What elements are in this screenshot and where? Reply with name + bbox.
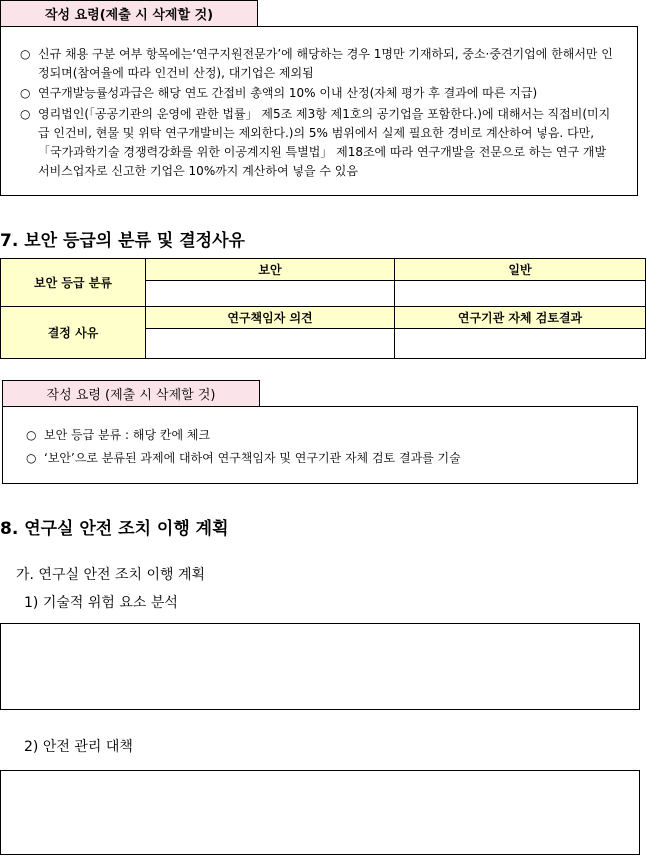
guide1-item-2 [20,84,620,103]
section8-sub-2: 2) 안전 관리 대책 [24,739,133,755]
circle-bullet-icon: ○ [26,451,37,465]
col-institution-header: 연구기관 자체 검토결과 [395,307,646,329]
guide1-item-3 [20,105,620,181]
guide-tag-1: 작성 요령(제출 시 삭제할 것) [0,0,258,27]
guide-tag-2: 작성 요령 (제출 시 삭제할 것) [2,380,260,407]
circle-bullet-icon: ○ [20,107,31,121]
guide2-item-text: ‘보안’으로 분류된 과제에 대하여 연구책임자 및 연구기관 자체 검토 결과를 기술 [44,451,461,465]
circle-bullet-icon: ○ [26,428,37,442]
guide1-item-text: 연구개발능률성과급은 해당 연도 간접비 총액의 10% 이내 산정(자체 평가 후 결과에 따른 지급) [38,86,538,100]
circle-bullet-icon: ○ [20,86,31,100]
guide1-item-text: 영리법인(「공공기관의 운영에 관한 법률」 제5조 제3항 제1호의 공기업을 포함한다.)에 대해서는 직접비(미지급 인건비, 현물 및 위탁 연구개발비는 제외한다.)의 5% 범위에서 실제 필요한 경비로 계산하여 넣음. 다만, 「국가과학기술 경쟁력강화를 위한 이공계지원 특별법」 제18조에 따라 연구개발을 전문으로 하는 연구 개발 서비스업자로 신고한 기업은 10%까지 계산하여 넣을 수 있음 [38,107,611,178]
guide-box-2 [2,406,638,484]
guide1-item-text: 신규 채용 구분 여부 항목에는‘연구지원전문가’에 해당하는 경우 1명만 기재하되, 중소·중견기업에 한해서만 인정되며(참여율에 따라 인건비 산정), 대기업은 제외됨 [38,47,613,80]
col-security-header: 보안 [146,259,395,281]
institution-review-cell[interactable] [395,329,646,359]
circle-bullet-icon: ○ [20,47,31,61]
security-grade-label: 보안 등급 분류 [1,259,146,307]
col-general-header: 일반 [395,259,646,281]
section7-title: 7. 보안 등급의 분류 및 결정사유 [0,231,245,251]
guide1-item-1 [20,45,620,83]
guide2-item-1 [26,426,616,445]
guide2-item-2 [26,449,616,468]
general-check-cell[interactable] [395,281,646,307]
section8-title: 8. 연구실 안전 조치 이행 계획 [0,519,229,539]
section8-sub-a: 가. 연구실 안전 조치 이행 계획 [16,567,205,583]
guide2-item-text: 보안 등급 분류 : 해당 칸에 체크 [44,428,211,442]
researcher-opinion-cell[interactable] [146,329,395,359]
safety-measures-input[interactable] [0,770,640,855]
security-check-cell[interactable] [146,281,395,307]
section8-sub-1: 1) 기술적 위험 요소 분석 [24,595,178,611]
risk-analysis-input[interactable] [0,623,640,710]
decision-reason-label: 결정 사유 [1,307,146,359]
col-researcher-header: 연구책임자 의견 [146,307,395,329]
security-grade-table [0,258,646,359]
